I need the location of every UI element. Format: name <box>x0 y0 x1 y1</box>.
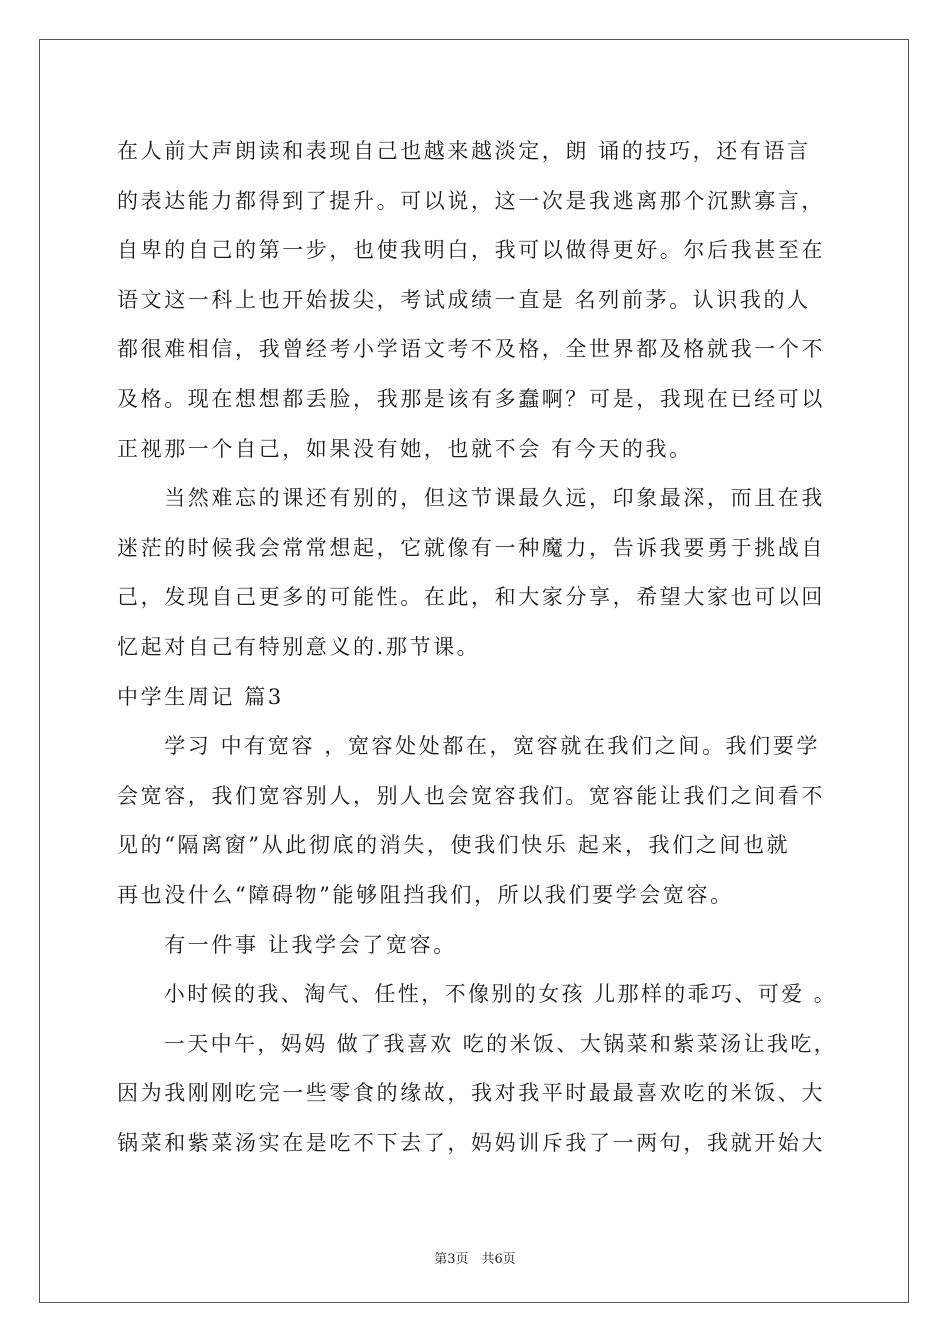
text-line: 正视那一个自己，如果没有她，也就不会 有今天的我。 <box>117 436 693 461</box>
text-line: 锅菜和紫菜汤实在是吃不下去了，妈妈训斥我了一两句，我就开始大 <box>117 1130 825 1155</box>
text-line: 在人前大声朗读和表现自己也越来越淡定，朗 诵的技巧，还有语言 <box>117 139 811 163</box>
text-line: 再也没什么“障碍物”能够阻挡我们，所以我们要学会宽容。 <box>117 882 734 907</box>
document-body <box>117 127 837 1168</box>
text-line: 及格。现在想想都丢脸，我那是该有多蠢啊？可是，我现在已经可以 <box>117 386 825 411</box>
text-line: 学习 中有宽容 ，宽容处处都在，宽容就在我们之间。我们要学 <box>117 734 820 759</box>
text-line: 忆起对自己有特别意义的.那节课。 <box>117 634 481 659</box>
text-line: 当然难忘的课还有别的，但这节课最久远，印象最深，而且在我 <box>117 486 825 511</box>
text-line: 迷茫的时候我会常常想起，它就像有一种魔力，告诉我要勇于挑战自 <box>117 535 825 560</box>
page-number-footer: 第3页 共6页 <box>434 1252 516 1267</box>
text-line: 会宽容，我们宽容别人，别人也会宽容我们。宽容能让我们之间看不 <box>117 783 825 808</box>
text-line: 都很难相信，我曾经考小学语文考不及格，全世界都及格就我一个不 <box>117 337 825 362</box>
text-line: 有一件事 让我学会了宽容。 <box>117 932 457 957</box>
text-line: 己，发现自己更多的可能性。在此，和大家分享，希望大家也可以回 <box>117 585 825 610</box>
text-line: 语文这一科上也开始拔尖，考试成绩一直是 名列前茅。认识我的人 <box>117 287 811 312</box>
text-line: 的表达能力都得到了提升。可以说，这一次是我逃离那个沉默寡言， <box>117 188 825 213</box>
text-line: 自卑的自己的第一步，也使我明白，我可以做得更好。尔后我甚至在 <box>117 238 825 263</box>
text-line: 一天中午，妈妈 做了我喜欢 吃的米饭、大锅菜和紫菜汤让我吃， <box>117 1031 837 1056</box>
text-line: 因为我刚刚吃完一些零食的缘故，我对我平时最最喜欢吃的米饭、大 <box>117 1081 825 1106</box>
text-line: 见的“隔离窗”从此彻底的消失，使我们快乐 起来，我们之间也就 <box>117 833 791 858</box>
text-line: 小时候的我、淘气、任性，不像别的女孩 儿那样的乖巧、可爱 。 <box>117 982 837 1007</box>
section-heading: 中学生周记 篇3 <box>117 684 284 709</box>
